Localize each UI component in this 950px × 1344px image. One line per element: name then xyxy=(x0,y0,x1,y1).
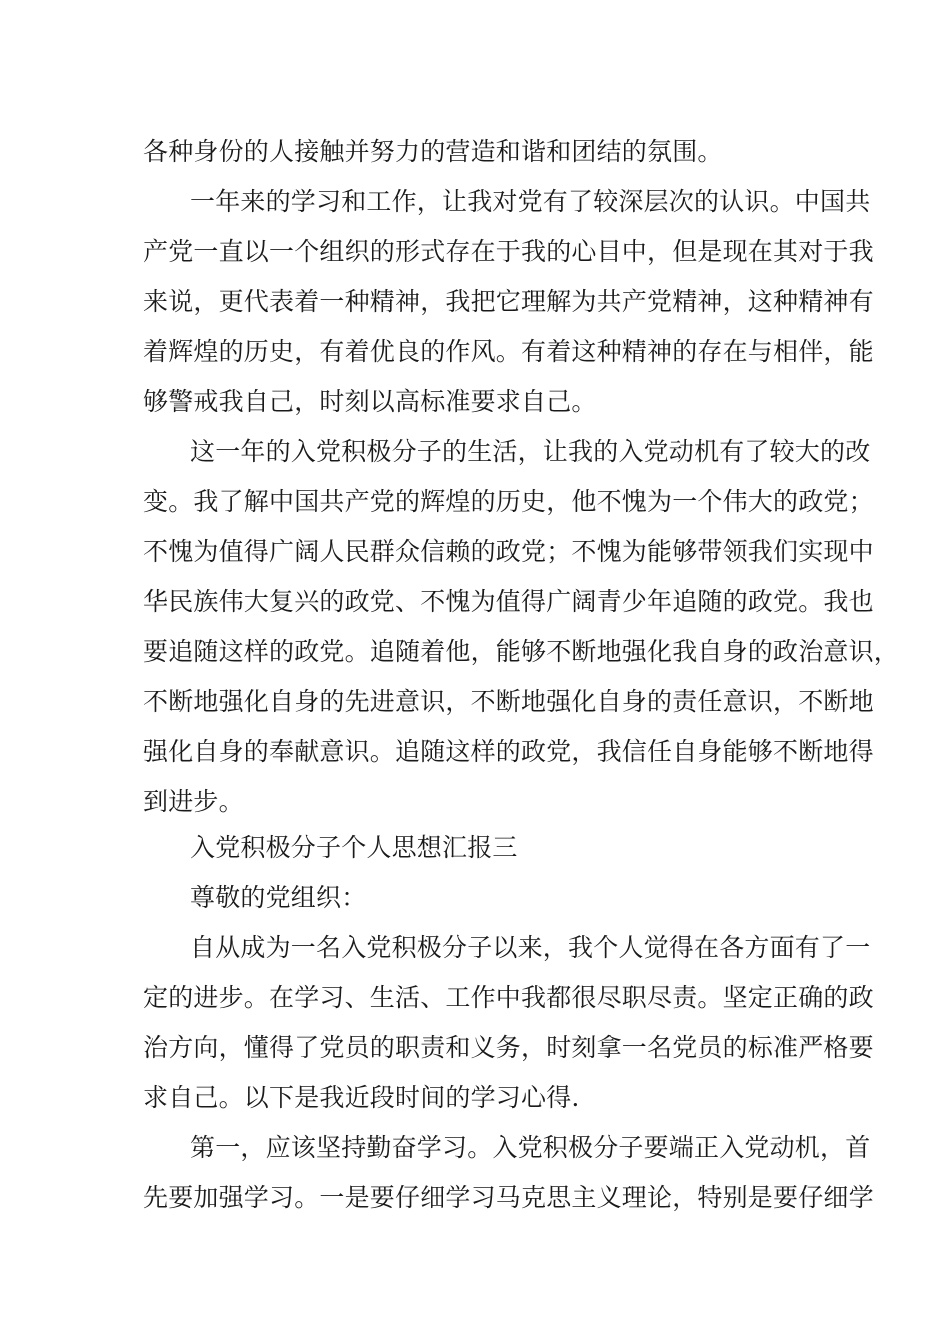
text-line: 求自己。以下是我近段时间的学习心得. xyxy=(143,1083,580,1112)
text-line: 治方向，懂得了党员的职责和义务，时刻拿一名党员的标准严格要 xyxy=(143,1033,874,1062)
paragraph-first-line: 自从成为一名入党积极分子以来，我个人觉得在各方面有了一 xyxy=(190,933,871,962)
text-line: 来说，更代表着一种精神，我把它理解为共产党精神，这种精神有 xyxy=(143,287,874,316)
text-line: 到进步。 xyxy=(143,787,244,816)
text-line: 不断地强化自身的先进意识，不断地强化自身的责任意识，不断地 xyxy=(143,687,874,716)
text-line: 先要加强学习。一是要仔细学习马克思主义理论，特别是要仔细学 xyxy=(143,1183,874,1212)
text-line: 够警戒我自己，时刻以高标准要求自己。 xyxy=(143,387,597,416)
paragraph-first-line: 这一年的入党积极分子的生活，让我的入党动机有了较大的改 xyxy=(190,437,871,466)
text-line: 不愧为值得广阔人民群众信赖的政党；不愧为能够带领我们实现中 xyxy=(143,537,874,566)
paragraph-first-line: 一年来的学习和工作，让我对党有了较深层次的认识。中国共 xyxy=(190,187,871,216)
section-heading: 入党积极分子个人思想汇报三 xyxy=(190,833,518,862)
paragraph-first-line: 第一，应该坚持勤奋学习。入党积极分子要端正入党动机，首 xyxy=(190,1133,871,1162)
text-line: 变。我了解中国共产党的辉煌的历史，他不愧为一个伟大的政党； xyxy=(143,487,874,516)
salutation: 尊敬的党组织： xyxy=(190,883,367,912)
text-line: 强化自身的奉献意识。追随这样的政党，我信任自身能够不断地得 xyxy=(143,737,874,766)
text-line: 华民族伟大复兴的政党、不愧为值得广阔青少年追随的政党。我也 xyxy=(143,587,874,616)
text-line: 定的进步。在学习、生活、工作中我都很尽职尽责。坚定正确的政 xyxy=(143,983,874,1012)
text-line: 产党一直以一个组织的形式存在于我的心目中，但是现在其对于我 xyxy=(143,237,874,266)
text-line: 要追随这样的政党。追随着他，能够不断地强化我自身的政治意识， xyxy=(143,637,900,666)
text-line: 着辉煌的历史，有着优良的作风。有着这种精神的存在与相伴，能 xyxy=(143,337,874,366)
text-line: 各种身份的人接触并努力的营造和谐和团结的氛围。 xyxy=(143,137,723,166)
